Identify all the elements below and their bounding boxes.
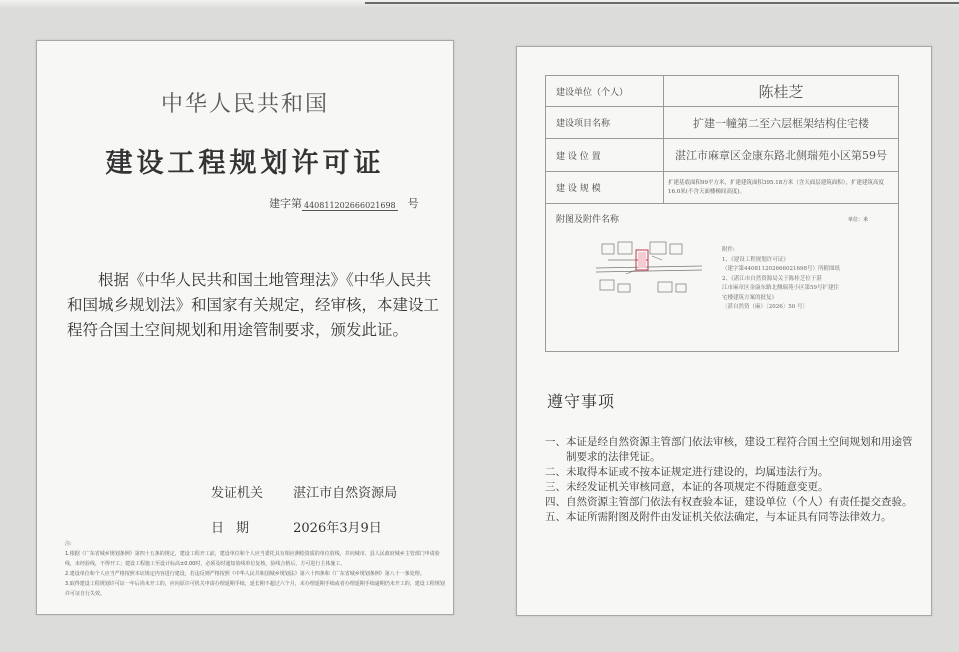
location-value: 湛江市麻章区金康东路北侧瑞苑小区第59号 bbox=[664, 139, 899, 172]
issue-date-row bbox=[211, 517, 382, 536]
attachments-cell bbox=[546, 204, 899, 352]
issuance-basis-text: 根据《中华人民共和国土地管理法》《中华人民共和国城乡规划法》和国家有关规定，经审核，本建设工程符合国土空间规划和用途管制要求，颁发此证。 bbox=[67, 271, 440, 339]
rules-title: 遵守事项 bbox=[547, 392, 616, 411]
project-value: 扩建一幢第二至六层框架结构住宅楼 bbox=[664, 107, 899, 139]
permit-number-line bbox=[269, 195, 419, 211]
issuer-row bbox=[211, 482, 397, 501]
issuer-name: 湛江市自然资源局 bbox=[293, 486, 398, 501]
project-label: 建设项目名称 bbox=[546, 107, 664, 139]
list-item: 附件: bbox=[722, 247, 735, 253]
list-item: 五、本证所需附图及附件由发证机关依法确定，与本证具有同等法律效力。 bbox=[545, 511, 892, 523]
list-item: 〔湛自然资（麻）〔2026〕50 号〕 bbox=[722, 304, 808, 310]
site-plan-drawing bbox=[596, 238, 706, 308]
scale-label: 建 设 规 模 bbox=[546, 172, 664, 204]
location-label: 建 设 位 置 bbox=[546, 139, 664, 172]
table-row bbox=[546, 204, 899, 352]
permit-title: 建设工程规划许可证 bbox=[105, 148, 385, 179]
rules-list bbox=[545, 435, 915, 525]
table-row bbox=[546, 172, 899, 204]
attachments-unit-note: 单位：米 bbox=[847, 217, 868, 223]
note-item: 2.建设单位和个人应当严格按照本证规定内容进行建设，若违反则严格按照《中华人民共和国城乡规划法》第六十四条和《广东省城乡规划条例》第八十一条处理。 bbox=[65, 571, 425, 577]
attachments-label: 附图及附件名称 bbox=[556, 215, 620, 225]
list-item: 一、本证是经自然资源主管部门依法审核，建设工程符合国土空间规划和用途管制要求的法律凭证。 bbox=[545, 436, 913, 463]
issuer-label: 发证机关 bbox=[211, 486, 264, 501]
list-item: 宅楼建筑方案的批复》 bbox=[722, 294, 778, 301]
scan-top-line bbox=[365, 2, 959, 4]
table-row bbox=[546, 107, 899, 139]
country-name: 中华人民共和国 bbox=[160, 92, 329, 117]
permit-number: 440811202666021698 bbox=[304, 201, 396, 210]
list-item: 三、未经发证机关审核同意，本证的各项规定不得随意变更。 bbox=[545, 481, 829, 493]
list-item: 四、自然资源主管部门依法有权查验本证，建设单位（个人）有责任提交查验。 bbox=[545, 496, 913, 508]
notes-heading: 注: bbox=[65, 541, 72, 547]
attachments-list bbox=[722, 246, 898, 313]
note-item: 3.取得建设工程规划许可证一年后尚未开工的，应向原许可机关申请办理延期手续，延长期不超过六个月，未办理延期手续或者办理延期手续逾期仍未开工的，建设工程规划许可证自行失效。 bbox=[65, 581, 445, 597]
permit-number-suffix: 号 bbox=[407, 197, 419, 210]
scale-value: 扩建基底面积99平方米，扩建建筑面积395.18方米（含天面层建筑面积），扩建建筑高度16.0米(不含天面楼梯间高度)。 bbox=[664, 172, 899, 204]
table-row bbox=[546, 76, 899, 107]
permit-detail-page bbox=[516, 46, 932, 616]
notes-section bbox=[65, 539, 445, 599]
unit-value: 陈桂芝 bbox=[664, 76, 899, 107]
permit-cover-page bbox=[36, 40, 454, 615]
list-item: 2、《湛江市自然资源局关于陈桂芝位于湛 bbox=[722, 275, 822, 282]
issue-date: 2026年3月9日 bbox=[293, 521, 382, 536]
list-item: 江市麻章区金康东路北侧瑞苑小区第59号扩建住 bbox=[722, 285, 840, 291]
note-item: 1.根据《广东省城乡规划条例》第四十五条的规定，建设工程开工前，建设单位和个人应当委托具有相应测绘资质的单位放线，并向城市、县人民政府城乡主管部门申请验线，未经验线，不得开工；建设工程施工至设计标高±0.00时，必须及时通知放线单位复核，验线合格后，方可进行主体施工。 bbox=[65, 551, 440, 567]
permit-number-prefix: 建字第 bbox=[269, 197, 302, 210]
unit-label: 建设单位（个人） bbox=[546, 76, 664, 107]
list-item: （建字第440811202666021698号）所附图纸 bbox=[722, 266, 840, 272]
list-item: 二、未取得本证或不按本证规定进行建设的，均属违法行为。 bbox=[545, 466, 829, 478]
list-item: 1、《建设工程规划许可证》 bbox=[722, 256, 789, 263]
project-info-table bbox=[545, 75, 899, 352]
issue-date-label: 日期 bbox=[211, 521, 262, 536]
table-row bbox=[546, 139, 899, 172]
